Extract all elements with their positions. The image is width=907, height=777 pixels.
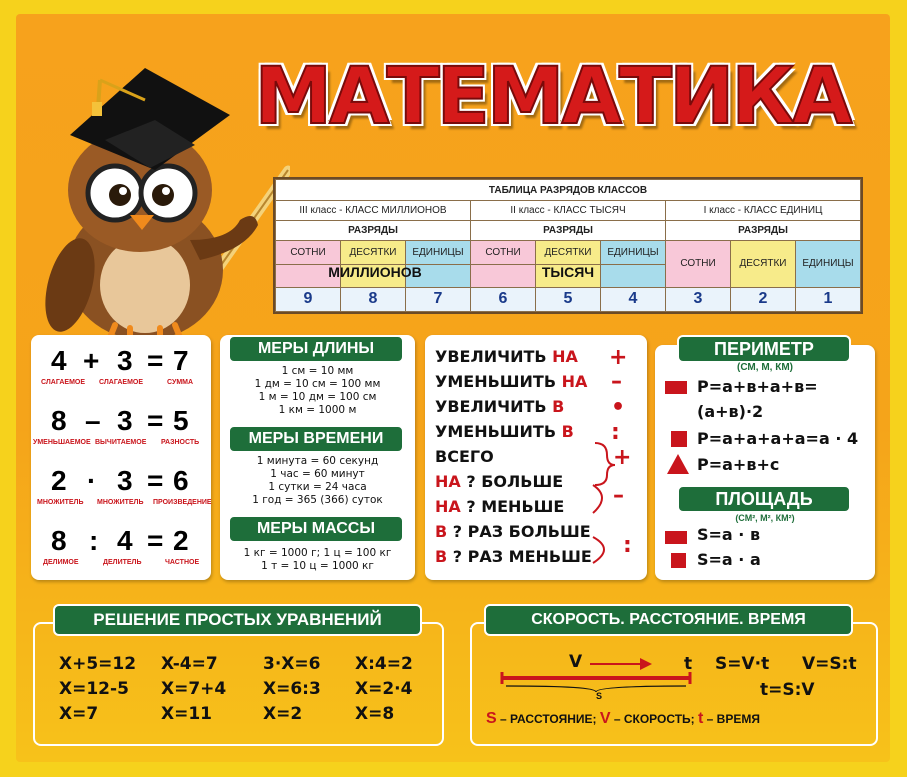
equation: X=2·4	[355, 679, 413, 699]
divide-sign: :	[623, 533, 632, 558]
triangle-icon	[667, 454, 689, 474]
col-units: ЕДИНИЦЫ	[796, 240, 861, 287]
mass-list	[220, 547, 415, 573]
time-item: 1 час = 60 минут	[270, 468, 365, 480]
digit-cell: 8	[341, 287, 406, 311]
col-tens: ДЕСЯТКИ	[341, 240, 406, 264]
square-icon	[671, 553, 686, 568]
digit-cell: 2	[731, 287, 796, 311]
length-heading: МЕРЫ ДЛИНЫ	[228, 335, 404, 363]
equals: =	[147, 345, 164, 376]
equation: X=11	[161, 704, 213, 724]
col-tens: ДЕСЯТКИ	[536, 240, 601, 264]
op-row	[31, 465, 211, 515]
operand: 4	[117, 525, 133, 556]
operand: 3	[117, 405, 133, 436]
perimeter-formula-rect-short: (a+в)·2	[697, 402, 764, 421]
digit-cell: 6	[471, 287, 536, 311]
plus-sign: +	[613, 445, 632, 470]
speed-formula: V=S:t	[802, 654, 857, 674]
term-label: ДЕЛИМОЕ	[43, 559, 79, 566]
razryady-label: РАЗРЯДЫ	[276, 221, 471, 241]
equation: X=8	[355, 704, 395, 724]
term-label: СУММА	[167, 379, 194, 386]
digit-cell: 1	[796, 287, 861, 311]
compare-line: УВЕЛИЧИТЬ В	[435, 397, 565, 416]
geometry-card	[655, 339, 875, 580]
operand: 3	[117, 345, 133, 376]
time-item: 1 минута = 60 секунд	[256, 455, 379, 467]
term-label: ДЕЛИТЕЛЬ	[103, 559, 142, 566]
digit-cell: 3	[666, 287, 731, 311]
compare-line: В ? РАЗ БОЛЬШЕ	[435, 522, 591, 541]
mass-item: 1 кг = 1000 г; 1 ц = 100 кг	[243, 547, 392, 559]
equals: =	[147, 405, 164, 436]
op-row	[31, 405, 211, 455]
multiply-sign: •	[611, 395, 626, 420]
result: 7	[173, 345, 189, 376]
razryady-label: РАЗРЯДЫ	[666, 221, 861, 241]
digit-cell: 5	[536, 287, 601, 311]
rank-classes-table	[273, 177, 863, 314]
class-thousands-label: II класс - КЛАСС ТЫСЯЧ	[471, 201, 666, 221]
equation: X+5=12	[59, 654, 137, 674]
equation: X=7	[59, 704, 99, 724]
distance-symbol: S	[596, 691, 603, 701]
digit-cell: 7	[406, 287, 471, 311]
equation: X-4=7	[161, 654, 218, 674]
equals: =	[147, 525, 164, 556]
rectangle-icon	[665, 381, 687, 394]
area-units: (СМ², М², КМ²)	[735, 513, 795, 523]
bracket-arrows-icon	[575, 435, 645, 575]
speed-heading: СКОРОСТЬ. РАССТОЯНИЕ. ВРЕМЯ	[484, 604, 853, 636]
millions-label: МИЛЛИОНОВ	[328, 264, 422, 280]
op-row	[31, 345, 211, 395]
length-item: 1 дм = 10 см = 100 мм	[254, 378, 381, 390]
perimeter-formula-square: P=a+a+a+a=a · 4	[697, 429, 859, 448]
compare-card	[425, 335, 647, 580]
result: 2	[173, 525, 189, 556]
term-label: СЛАГАЕМОЕ	[41, 379, 86, 386]
result: 6	[173, 465, 189, 496]
time-item: 1 сутки = 24 часа	[268, 481, 367, 493]
length-item: 1 км = 1000 м	[278, 404, 357, 416]
term-label: СЛАГАЕМОЕ	[99, 379, 144, 386]
length-list	[220, 365, 415, 417]
term-label: ЧАСТНОЕ	[165, 559, 200, 566]
rectangle-icon	[665, 531, 687, 544]
col-hundreds: СОТНИ	[276, 240, 341, 264]
compare-line: НА ? БОЛЬШЕ	[435, 472, 564, 491]
compare-line: НА ? МЕНЬШЕ	[435, 497, 565, 516]
equation: X=2	[263, 704, 303, 724]
col-tens: ДЕСЯТКИ	[731, 240, 796, 287]
term-label: ВЫЧИТАЕМОЕ	[95, 439, 147, 446]
col-units: ЕДИНИЦЫ	[601, 240, 666, 264]
result: 5	[173, 405, 189, 436]
term-label: РАЗНОСТЬ	[161, 439, 200, 446]
compare-line: ВСЕГО	[435, 447, 494, 466]
equation: X=7+4	[161, 679, 227, 699]
operator: +	[83, 345, 100, 376]
col-units: ЕДИНИЦЫ	[406, 240, 471, 264]
operator: :	[89, 525, 99, 556]
plus-sign: +	[609, 345, 628, 370]
digit-cell: 9	[276, 287, 341, 311]
page-title: МАТЕМАТИКА	[254, 52, 850, 142]
term-label: УМЕНЬШАЕМОЕ	[33, 439, 91, 446]
equations-panel	[33, 610, 444, 746]
length-item: 1 м = 10 дм = 100 см	[258, 391, 377, 403]
operand: 8	[51, 405, 67, 436]
class-units-label: I класс - КЛАСС ЕДИНИЦ	[666, 201, 861, 221]
time-formula: t=S:V	[760, 680, 815, 700]
perimeter-formula-rect: P=a+в+a+в=	[697, 377, 818, 396]
area-formula-rect: S=a · в	[697, 525, 761, 544]
term-label: МНОЖИТЕЛЬ	[37, 499, 84, 506]
mass-heading: МЕРЫ МАССЫ	[228, 515, 404, 543]
compare-line: УВЕЛИЧИТЬ НА	[435, 347, 578, 366]
operator: ·	[87, 465, 97, 496]
time-symbol: t	[684, 654, 693, 674]
op-row	[31, 525, 211, 575]
col-hundreds: СОТНИ	[666, 240, 731, 287]
perimeter-formula-triangle: P=a+в+c	[697, 455, 780, 474]
equations-heading: РЕШЕНИЕ ПРОСТЫХ УРАВНЕНИЙ	[53, 604, 422, 636]
mass-item: 1 т = 10 ц = 1000 кг	[261, 560, 374, 572]
equation: X=6:3	[263, 679, 321, 699]
compare-line: В ? РАЗ МЕНЬШЕ	[435, 547, 592, 566]
compare-line: УМЕНЬШИТЬ НА	[435, 372, 588, 391]
table-heading: ТАБЛИЦА РАЗРЯДОВ КЛАССОВ	[276, 180, 861, 201]
perimeter-units: (СМ, М, КМ)	[737, 362, 793, 373]
thousands-label: ТЫСЯЧ	[541, 264, 595, 280]
operand: 8	[51, 525, 67, 556]
distance-formula: S=V·t	[715, 654, 770, 674]
minus-sign: –	[613, 483, 624, 508]
time-list	[220, 455, 415, 507]
term-label: МНОЖИТЕЛЬ	[97, 499, 144, 506]
length-item: 1 см = 10 мм	[281, 365, 354, 377]
time-item: 1 год = 365 (366) суток	[252, 494, 383, 506]
arrow-right-icon	[590, 656, 652, 672]
razryady-label: РАЗРЯДЫ	[471, 221, 666, 241]
operand: 4	[51, 345, 67, 376]
class-millions-label: III класс - КЛАСС МИЛЛИОНОВ	[276, 201, 471, 221]
area-heading: ПЛОЩАДЬ	[677, 485, 851, 513]
area-formula-square: S=a · a	[697, 550, 761, 569]
term-label: ПРОИЗВЕДЕНИЕ	[153, 499, 212, 506]
square-icon	[671, 431, 687, 447]
divide-sign: :	[611, 420, 620, 445]
equation: X:4=2	[355, 654, 413, 674]
equation: 3·X=6	[263, 654, 321, 674]
equation: X=12-5	[59, 679, 129, 699]
operator: –	[85, 405, 101, 436]
speed-panel	[470, 611, 878, 746]
col-hundreds: СОТНИ	[471, 240, 536, 264]
speed-legend: S – РАССТОЯНИЕ; V – СКОРОСТЬ; t – ВРЕМЯ	[486, 710, 760, 727]
measures-card	[220, 335, 415, 580]
operand: 2	[51, 465, 67, 496]
digit-cell: 4	[601, 287, 666, 311]
operations-card	[31, 335, 211, 580]
speed-symbol: V	[569, 652, 583, 672]
equals: =	[147, 465, 164, 496]
minus-sign: –	[611, 369, 622, 394]
time-heading: МЕРЫ ВРЕМЕНИ	[228, 425, 404, 453]
operand: 3	[117, 465, 133, 496]
perimeter-heading: ПЕРИМЕТР	[677, 335, 851, 363]
compare-line: УМЕНЬШИТЬ В	[435, 422, 574, 441]
